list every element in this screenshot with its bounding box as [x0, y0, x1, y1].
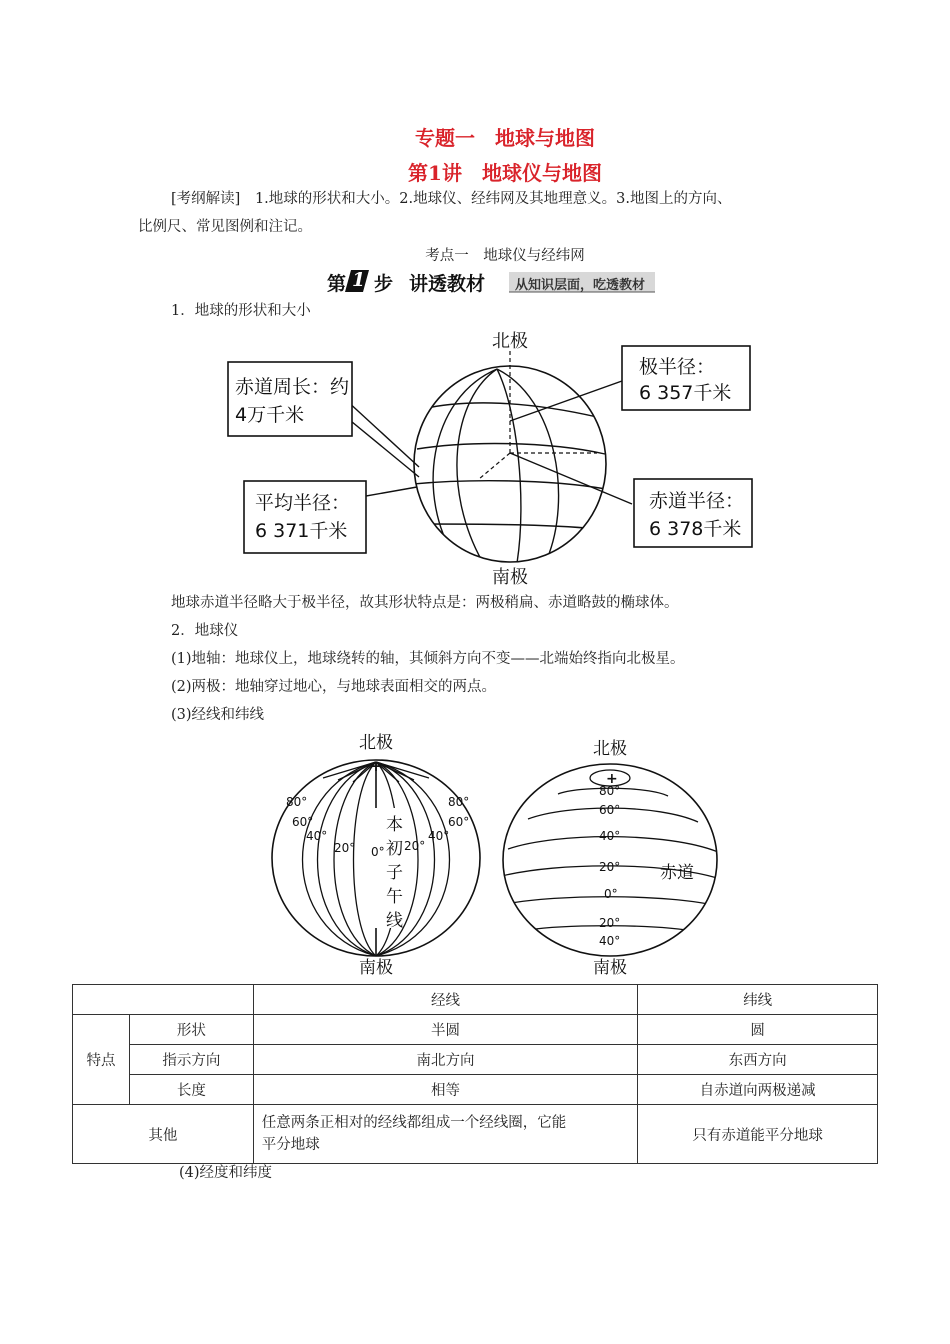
mg-0: 0°: [371, 845, 385, 859]
north-pole-label: 北极: [492, 331, 528, 352]
mg-prime-4: 午: [386, 887, 403, 907]
feature-group: 特点: [73, 1015, 130, 1105]
table-row: [73, 1105, 878, 1164]
outline-label: [考纲解读]: [171, 191, 241, 207]
pg-80: 80°: [599, 784, 621, 798]
pg-40: 40°: [599, 829, 621, 843]
cell-meridian: 南北方向: [253, 1045, 638, 1075]
parallel-globe-diagram: [498, 734, 720, 976]
table-row: [73, 1015, 878, 1045]
mg-80l: 80°: [286, 795, 308, 809]
pg-south: 南极: [593, 958, 627, 976]
mean-radius-l1: 平均半径：: [255, 492, 351, 514]
mg-plus: +: [369, 757, 383, 775]
mg-prime-5: 线: [386, 911, 403, 931]
step-number: 1: [352, 269, 366, 291]
mg-prime-3: 子: [386, 863, 403, 883]
step-prefix: 第: [327, 273, 347, 295]
meridian-globe-diagram: [268, 730, 488, 976]
earth-shape-svg: [227, 329, 757, 587]
mg-20r: 20°: [404, 839, 426, 853]
mg-prime-2: 初: [386, 839, 403, 859]
table-row: [73, 1075, 878, 1105]
equator-radius-l2: 6 378千米: [649, 518, 742, 540]
comparison-table: [72, 984, 878, 1164]
pg-north: 北极: [593, 739, 627, 759]
pg-20s: 20°: [599, 916, 621, 930]
col-meridian: 经线: [253, 985, 638, 1015]
other-meridian-l2: 平分地球: [261, 1137, 320, 1153]
equator-circumference-l2: 4万千米: [235, 404, 305, 426]
step-banner: [327, 268, 655, 294]
mg-40l: 40°: [306, 829, 328, 843]
earth-shape-diagram: [227, 329, 757, 587]
other-parallel: 只有赤道能平分地球: [638, 1105, 878, 1164]
item2-heading: 2．地球仪: [171, 623, 239, 639]
table-corner: [73, 985, 254, 1015]
table-row: [73, 1045, 878, 1075]
item2-p2: (2)两极：地轴穿过地心，与地球表面相交的两点。: [171, 679, 497, 695]
cell-parallel: 东西方向: [638, 1045, 878, 1075]
pg-0: 0°: [604, 887, 618, 901]
mg-40r: 40°: [428, 829, 450, 843]
cell-parallel: 自赤道向两极递减: [638, 1075, 878, 1105]
other-meridian: [253, 1105, 638, 1164]
other-meridian-l1: 任意两条正相对的经线都组成一个经线圈，它能: [261, 1115, 567, 1131]
equator-radius-l1: 赤道半径：: [649, 490, 745, 512]
outline-text1: 1.地球的形状和大小。2.地球仪、经纬网及其地理意义。3.地图上的方向、: [254, 191, 732, 207]
equator-circumference-l1: 赤道周长：约: [235, 376, 350, 398]
item2-p1: (1)地轴：地球仪上，地球绕转的轴，其倾斜方向不变——北端始终指向北极星。: [171, 651, 685, 667]
item4-heading: (4)经度和纬度: [179, 1165, 273, 1181]
section-title: 考点一 地球仪与经纬网: [425, 248, 585, 264]
pg-40s: 40°: [599, 934, 621, 948]
mg-60l: 60°: [292, 815, 314, 829]
pg-60: 60°: [599, 803, 621, 817]
lecture-title: 第1讲 地球仪与地图: [408, 161, 602, 185]
mg-south: 南极: [359, 958, 393, 976]
pg-20: 20°: [599, 860, 621, 874]
polar-radius-l1: 极半径：: [639, 356, 716, 378]
item1-heading: 1．地球的形状和大小: [171, 303, 311, 319]
table-header-row: [73, 985, 878, 1015]
cell-meridian: 相等: [253, 1075, 638, 1105]
mg-north: 北极: [359, 733, 393, 753]
mg-prime-1: 本: [386, 815, 403, 835]
south-pole-label: 南极: [492, 567, 528, 587]
step-subtitle: 从知识层面，吃透教材: [515, 278, 646, 293]
item2-p3: (3)经线和纬线: [171, 707, 265, 723]
mg-80r: 80°: [448, 795, 470, 809]
pg-plus: +: [606, 771, 618, 787]
row-label: 形状: [129, 1015, 253, 1045]
row-label: 指示方向: [129, 1045, 253, 1075]
cell-meridian: 半圆: [253, 1015, 638, 1045]
outline-line1: [171, 189, 871, 209]
mean-radius-l2: 6 371千米: [255, 520, 348, 542]
polar-radius-l2: 6 357千米: [639, 382, 732, 404]
mg-60r: 60°: [448, 815, 470, 829]
step-title: 讲透教材: [409, 273, 486, 295]
topic-title: 专题一 地球与地图: [415, 126, 595, 150]
step-suffix: 步: [374, 273, 394, 295]
mg-20l: 20°: [334, 841, 356, 855]
pg-equator: 赤道: [660, 863, 694, 883]
shape-conclusion: 地球赤道半径略大于极半径，故其形状特点是：两极稍扁、赤道略鼓的椭球体。: [171, 595, 679, 611]
row-label: 长度: [129, 1075, 253, 1105]
outline-line2: 比例尺、常见图例和注记。: [138, 219, 312, 235]
cell-parallel: 圆: [638, 1015, 878, 1045]
other-label: 其他: [73, 1105, 254, 1164]
col-parallel: 纬线: [638, 985, 878, 1015]
